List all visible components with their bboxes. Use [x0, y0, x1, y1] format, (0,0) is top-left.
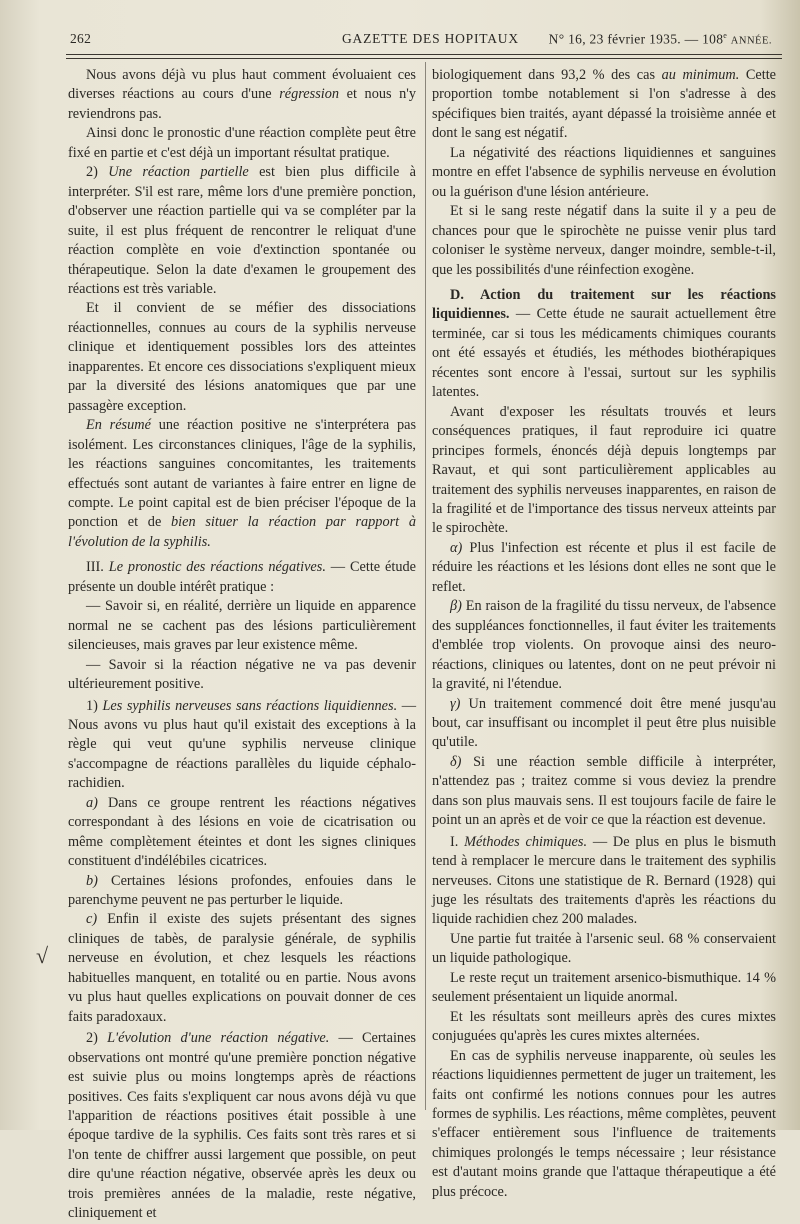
paragraph	[432, 695, 776, 753]
text: En raison de la fragilité du tissu nerveux, de l'absence des suppléances fonctionnelles, il faut éviter les traitements d'emblée trop violents. On provoque ainsi des neuro-réactions, cliniques ou latentes, dont on ne peut prévoir ni la gravité, ni l'étendue.	[432, 598, 776, 693]
item-number: 2)	[86, 1030, 98, 1047]
annee-label: ANNÉE.	[730, 35, 772, 47]
page-header	[70, 27, 782, 51]
text: Enfin il existe des sujets présentant des signes cliniques de tabès, de paralysie générale, de syphilis nerveuse en évolution, et chez lesquels les réactions habituelles manquent, en totalité ou en partie. Nous avons vu plus haut quelles explications on pouvait donner de ces faits paradoxaux.	[68, 911, 417, 1025]
paragraph	[68, 794, 416, 872]
right-column	[432, 66, 776, 1202]
emphasis: Méthodes chimiques.	[464, 833, 588, 850]
item-number: 1)	[86, 697, 98, 714]
paragraph: La négativité des réactions liquidiennes et sanguines montre en effet l'absence de syphilis nerveuse en évolution ou la guérison d'une lésion antérieure.	[432, 144, 776, 200]
text: une réaction positive ne s'interprétera pas isolément. Les circonstances cliniques, l'âge de la syphilis, les réactions sanguines concomitantes, les traitements effectués sont autant de variantes à faire entrer en ligne de compte. Le point capital est de bien préciser l'époque de la ponction et de	[68, 417, 417, 531]
paragraph	[68, 66, 416, 124]
emphasis: régression	[279, 86, 340, 103]
header-rule-thin	[66, 58, 782, 59]
text: et nous n'y reviendrons pas.	[68, 86, 417, 122]
text: Un traitement commencé doit être mené jusqu'au bout, car insuffisant ou incomplet il peut être plus nuisible qu'utile.	[432, 695, 776, 751]
header-rule	[66, 54, 782, 55]
emphasis: au minimum.	[661, 67, 740, 83]
text: Nous avons déjà vu plus haut comment évoluaient ces diverses réactions au cours d'une	[68, 67, 416, 103]
journal-title: GAZETTE DES HOPITAUX	[342, 31, 519, 46]
paragraph: En cas de syphilis nerveuse inapparente, où seules les réactions liquidiennes permettent de juger un traitement, les faits ont confirmé les notions connues pour les autres formes de syphilis. Les réactions, même complètes, peuvent s'effacer entièrement sous l'influence de traitements chimiques prolongés le temps nécessaire ; leur résistance est d'autant moins grande que l'attaque thérapeutique a été plus précoce.	[432, 1047, 776, 1200]
paragraph	[68, 697, 416, 794]
item-letter: α)	[450, 539, 463, 556]
item-letter: β)	[450, 598, 462, 615]
paragraph: Et il convient de se méfier des dissociations réactionnelles, connues au cours de la syphilis nerveuse clinique et identiquement possibles lors des atteintes inapparentes. Et encore ces dissociations s'expliquent mieux par la diversité des lésions anatomiques que par une passagère exception.	[68, 300, 416, 414]
text: Si une réaction semble difficile à interpréter, n'attendez pas ; traitez comme si vous deviez la prendre dans son plus mauvais sens. Il est toujours facile de faire le point un an après et de voir ce que la réaction est devenue.	[432, 753, 777, 829]
paragraph: Avant d'exposer les résultats trouvés et leurs conséquences pratiques, il faut reproduire ici quatre principes formels, énoncés déjà depuis longtemps par Ravaut, et qui sont particulièrement applicables au traitement des syphilis nerveuses inapparentes, en raison de la fragilité et de l'importance des tissus nerveux atteints par le spirochète.	[432, 403, 776, 537]
text: — Nous avons vu plus haut qu'il existait des exceptions à la règle qui veut qu'une syphilis nerveuse clinique s'accompagne de réactions parallèles du liquide céphalo-rachidien.	[68, 697, 417, 792]
left-column	[68, 66, 416, 1224]
text: Dans ce groupe rentrent les réactions négatives correspondant à des lésions en voie de cicatrisation ou même complètement éteintes et dont les signes cliniques constituent d'indélébiles cicatrices.	[68, 794, 416, 870]
paragraph	[68, 910, 416, 1027]
paragraph	[432, 833, 776, 930]
paragraph: Ainsi donc le pronostic d'une réaction complète peut être fixé en partie et c'est déjà un important résultat pratique.	[68, 125, 416, 161]
paragraph	[432, 753, 776, 831]
text: — Cette étude ne saurait actuellement être terminée, car si tous les médicaments chimiques courants ont été essayés et étudiés, les méthodes biothérapiques récentes sont encore à l'essai, surtout sur les syphilis latentes.	[432, 306, 777, 401]
paragraph	[68, 416, 416, 552]
item-number: 2)	[86, 164, 98, 181]
text: — De plus en plus le bismuth tend à remplacer le mercure dans le traitement des syphilis nerveuses. Citons une statistique de R. Bernard (1928) qui juge les résultats des traitements d'après les réactions du liquide rachidien chez 200 malades.	[432, 833, 776, 928]
emphasis: bien situer la réaction par rapport à l'évolution de la syphilis.	[68, 514, 417, 550]
paragraph	[68, 1029, 416, 1224]
margin-annotation: √	[36, 943, 49, 968]
text: est bien plus difficile à interpréter. S'il est rare, même lors d'une première ponction, d'observer une réaction partielle qui va se compléter par la suite, il est plus fréquent de rencontrer le reliquat d'une réaction complète en voie d'extinction spontanée ou thérapeutique. Selon la date d'examen le groupement des réactions est très variable.	[68, 164, 416, 297]
issue-sup: e	[723, 31, 728, 40]
paragraph	[68, 872, 416, 911]
text: Cette proportion tombe notablement si l'on s'adresse à des spécifiques bien traités, ayant dépassé la troisième année et dont le sang est négatif.	[432, 67, 777, 142]
section-title: Le pronostic des réactions négatives.	[108, 559, 326, 576]
text: Plus l'infection est récente et plus il est facile de réduire les réactions et les lésions dont elles ne sont que le reflet.	[432, 539, 776, 595]
column-divider	[425, 62, 426, 1110]
item-letter: δ)	[450, 753, 462, 770]
issue-info	[549, 31, 772, 48]
text: — Certaines observations ont montré qu'une première ponction négative est suivie plus ou moins longtemps après de réactions positives. Ces faits s'expliquent car nous avons déjà vu que l'apparition de réactions positives était possible à une époque tardive de la syphilis. Ces faits sont très rares et si l'on tente de chiffrer aussi largement que possible, on peut dire qu'une réaction négative, observée après les deux ou trois premières années de la maladie, reste négative, cliniquement et	[68, 1030, 416, 1222]
section-title: D. Action du traitement sur les réactions liquidiennes.	[432, 286, 776, 323]
emphasis: En résumé	[86, 417, 151, 434]
issue-text: N° 16, 23 février 1935. — 108	[548, 31, 724, 47]
item-letter: c)	[86, 911, 98, 928]
paragraph	[432, 66, 776, 144]
item-letter: b)	[86, 872, 98, 889]
paragraph	[432, 539, 776, 597]
paragraph: — Savoir si la réaction négative ne va pas devenir ultérieurement positive.	[68, 656, 416, 693]
section-heading	[68, 558, 416, 597]
paragraph: — Savoir si, en réalité, derrière un liquide en apparence normal ne se cachent pas des lésions particulièrement silencieuses, mais graves par leur existence même.	[68, 598, 416, 654]
text: — Cette étude présente un double intérêt pratique :	[68, 559, 416, 595]
emphasis: Les syphilis nerveuses sans réactions liquidiennes.	[102, 697, 398, 714]
paragraph: Et les résultats sont meilleurs après des cures mixtes conjuguées qu'après les cures mixtes alternées.	[432, 1008, 776, 1045]
item-number: I.	[450, 833, 459, 850]
text: biologiquement dans 93,2 % des cas	[432, 67, 656, 83]
section-number: III.	[86, 559, 104, 576]
paragraph: Et si le sang reste négatif dans la suite il y a peu de chances pour que le spirochète ne puisse venir plus tard coloniser le système nerveux, danger moindre, semble-t-il, que les possibilités d'une réinfection exogène.	[432, 203, 776, 278]
paragraph: Le reste reçut un traitement arsenico-bismuthique. 14 % seulement présentaient un liquide anormal.	[432, 969, 776, 1006]
item-letter: γ)	[450, 695, 461, 712]
item-letter: a)	[86, 794, 98, 811]
section-heading	[432, 286, 776, 403]
text: Certaines lésions profondes, enfouies dans le parenchyme peuvent ne pas perturber le liquide.	[68, 872, 417, 909]
paragraph: Une partie fut traitée à l'arsenic seul. 68 % conservaient un liquide pathologique.	[432, 930, 776, 967]
page-number: 262	[70, 31, 92, 46]
emphasis: L'évolution d'une réaction négative.	[107, 1030, 330, 1047]
paragraph	[68, 163, 416, 299]
emphasis: Une réaction partielle	[108, 164, 249, 181]
paragraph	[432, 597, 776, 694]
